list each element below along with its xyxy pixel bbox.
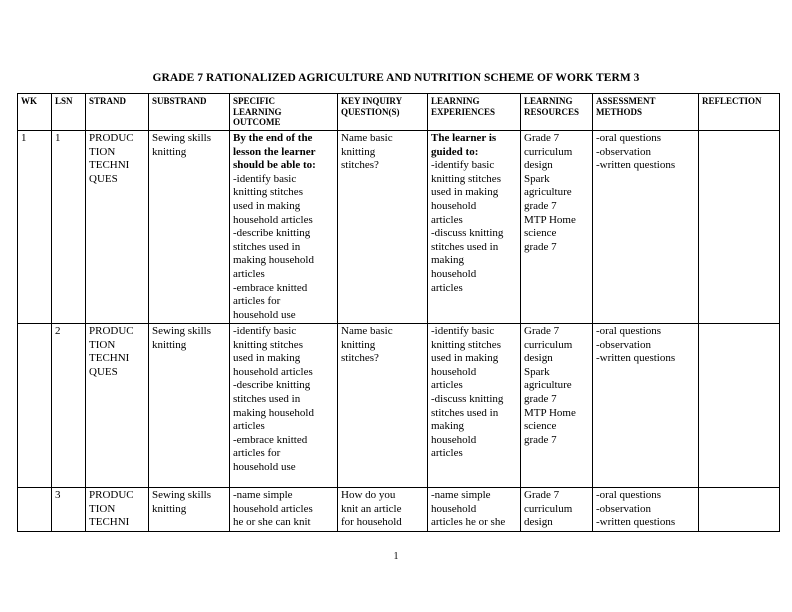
cell-text-line: knitting stitches (431, 172, 501, 185)
cell-text-line: -identify basic (233, 325, 297, 337)
wk-cell (18, 131, 52, 324)
cell-text-line: household (431, 433, 477, 446)
cell-text-line: -describe knitting (233, 227, 311, 240)
lsn-cell (52, 488, 86, 532)
cell-text-line: -identify basic (431, 159, 495, 172)
column-header-key-inquiry-questions (338, 94, 428, 131)
cell-text-line: household use (233, 460, 296, 473)
cell-text-line: -written questions (596, 352, 676, 365)
cell-text-line: stitches used in (431, 406, 499, 419)
inquiry-question-cell (338, 488, 428, 532)
cell-text-line: -written questions (596, 159, 676, 172)
header-text-line: METHODS (596, 106, 643, 117)
cell-text-line: Grade 7 (524, 325, 560, 337)
column-header-reflection (699, 94, 780, 131)
table-header-row (18, 94, 780, 131)
cell-text-line: -oral questions (596, 489, 662, 501)
column-header-wk (18, 94, 52, 131)
cell-text-line: -observation (596, 502, 651, 515)
cell-text-line: -discuss knitting (431, 392, 504, 405)
cell-text-line: design (524, 159, 553, 172)
cell-text-line: articles for (233, 295, 281, 308)
cell-text-line: -oral questions (596, 132, 662, 144)
cell-text-line: -observation (596, 145, 651, 158)
cell-text-line: used in making (431, 186, 499, 199)
cell-text-line: articles (431, 281, 463, 294)
column-header-specific-learning-outcome (230, 94, 338, 131)
cell-text-line: knitting (341, 338, 376, 351)
cell-text-line: stitches used in (431, 240, 499, 253)
cell-text-line: Grade 7 (524, 489, 560, 501)
header-text-line: WK (21, 96, 38, 106)
cell-text-line: 3 (55, 489, 61, 501)
learning-experiences-cell (428, 131, 521, 324)
cell-text-line: household use (233, 308, 296, 321)
cell-text-line: articles (431, 379, 463, 392)
cell-text-line: -discuss knitting (431, 227, 504, 240)
cell-text-line: stitches? (341, 159, 379, 172)
cell-text-line: household articles (233, 502, 313, 515)
cell-text-line: Spark (524, 172, 550, 185)
cell-text-line: making household (233, 254, 314, 267)
cell-text-line: QUES (89, 172, 118, 185)
cell-text-line: making (431, 420, 464, 433)
strand-cell (86, 324, 149, 488)
cell-text-line: knit an article (341, 502, 402, 515)
header-text-line: KEY INQUIRY (341, 96, 403, 106)
cell-text-line: knitting stitches (233, 338, 303, 351)
document-title: GRADE 7 RATIONALIZED AGRICULTURE AND NUTRITION SCHEME OF WORK TERM 3 (152, 72, 640, 84)
column-header-learning-experiences (428, 94, 521, 131)
cell-text-line: 1 (55, 132, 61, 144)
assessment-methods-cell (593, 324, 699, 488)
cell-text-line: -describe knitting (233, 379, 311, 392)
assessment-methods-cell (593, 488, 699, 532)
cell-text-line: Name basic (341, 132, 393, 144)
page-number: 1 (393, 551, 399, 562)
cell-text-line: stitches used in (233, 240, 301, 253)
cell-text-line: TECHNI (89, 352, 130, 365)
cell-text-line: design (524, 516, 553, 529)
cell-text-line: knitting (152, 502, 187, 515)
cell-text-line: -identify basic (431, 325, 495, 337)
cell-text-line: Sewing skills (152, 489, 211, 501)
header-text-line: EXPERIENCES (431, 106, 496, 117)
cell-text-line: grade 7 (524, 199, 557, 212)
cell-text-line: Spark (524, 365, 550, 378)
cell-text-line: articles (431, 447, 463, 460)
cell-text-line: agriculture (524, 186, 572, 199)
cell-text-line: knitting (152, 338, 187, 351)
header-text-line: RESOURCES (524, 106, 580, 117)
cell-text-line: TION (89, 145, 116, 158)
learning-experiences-cell (428, 324, 521, 488)
wk-cell (18, 324, 52, 488)
reflection-cell (699, 324, 780, 488)
lsn-cell (52, 324, 86, 488)
cell-text-line: household (431, 199, 477, 212)
cell-text-line: The learner is (431, 132, 497, 144)
header-text-line: STRAND (89, 96, 127, 106)
cell-text-line: knitting (341, 145, 376, 158)
cell-text-line: agriculture (524, 379, 572, 392)
cell-text-line: Sewing skills (152, 132, 211, 144)
cell-text-line: -written questions (596, 516, 676, 529)
substrand-cell (149, 324, 230, 488)
learning-resources-cell (521, 131, 593, 324)
cell-text-line: household (431, 502, 477, 515)
header-text-line: LEARNING (233, 106, 282, 117)
cell-text-line: for household (341, 516, 402, 529)
cell-text-line: Grade 7 (524, 132, 560, 144)
assessment-methods-cell (593, 131, 699, 324)
cell-text-line: stitches? (341, 352, 379, 365)
cell-text-line: household (431, 267, 477, 280)
cell-text-line: 1 (21, 132, 27, 144)
cell-text-line: TION (89, 502, 116, 515)
cell-text-line: used in making (431, 352, 499, 365)
inquiry-question-cell (338, 324, 428, 488)
column-header-strand (86, 94, 149, 131)
learning-outcome-cell (230, 488, 338, 532)
header-text-line: OUTCOME (233, 117, 281, 127)
cell-text-line: grade 7 (524, 433, 557, 446)
cell-text-line: stitches used in (233, 392, 301, 405)
wk-cell (18, 488, 52, 532)
cell-text-line: -embrace knitted (233, 281, 308, 294)
cell-text-line: How do you (341, 489, 396, 501)
reflection-cell (699, 131, 780, 324)
cell-text-line: should be able to: (233, 159, 316, 172)
cell-text-line: knitting stitches (233, 186, 303, 199)
cell-text-line: curriculum (524, 502, 573, 515)
column-header-learning-resources (521, 94, 593, 131)
column-header-lsn (52, 94, 86, 131)
header-text-line: SUBSTRAND (152, 96, 207, 106)
cell-text-line: knitting stitches (431, 338, 501, 351)
cell-text-line: -embrace knitted (233, 433, 308, 446)
cell-text-line: grade 7 (524, 392, 557, 405)
cell-text-line: lesson the learner (233, 145, 316, 158)
cell-text-line: PRODUC (89, 489, 134, 501)
header-text-line: SPECIFIC (233, 96, 276, 106)
cell-text-line: guided to: (431, 145, 479, 158)
cell-text-line: science (524, 420, 557, 433)
cell-text-line: articles for (233, 447, 281, 460)
cell-text-line: household articles (233, 213, 313, 226)
strand-cell (86, 488, 149, 532)
learning-outcome-cell (230, 131, 338, 324)
table-row (18, 131, 780, 324)
cell-text-line: -oral questions (596, 325, 662, 337)
cell-text-line: -name simple (233, 489, 293, 501)
cell-text-line: curriculum (524, 338, 573, 351)
cell-text-line: making (431, 254, 464, 267)
learning-experiences-cell (428, 488, 521, 532)
cell-text-line: -observation (596, 338, 651, 351)
cell-text-line: articles (233, 267, 265, 280)
cell-text-line: Name basic (341, 325, 393, 337)
cell-text-line: -identify basic (233, 172, 297, 185)
header-text-line: LEARNING (431, 96, 480, 106)
cell-text-line: used in making (233, 352, 301, 365)
learning-resources-cell (521, 488, 593, 532)
cell-text-line: grade 7 (524, 240, 557, 253)
cell-text-line: PRODUC (89, 325, 134, 337)
cell-text-line: household articles (233, 365, 313, 378)
learning-resources-cell (521, 324, 593, 488)
cell-text-line: articles he or she (431, 516, 506, 529)
table-row (18, 324, 780, 488)
header-text-line: LSN (55, 96, 73, 106)
cell-text-line: articles (233, 420, 265, 433)
cell-text-line: MTP Home (524, 406, 576, 419)
learning-outcome-cell (230, 324, 338, 488)
scheme-of-work-table (17, 93, 780, 532)
strand-cell (86, 131, 149, 324)
header-text-line: LEARNING (524, 96, 573, 106)
cell-text-line: MTP Home (524, 213, 576, 226)
cell-text-line: TECHNI (89, 516, 130, 529)
cell-text-line: science (524, 227, 557, 240)
cell-text-line: 2 (55, 325, 61, 337)
header-text-line: ASSESSMENT (596, 96, 656, 106)
cell-text-line: -name simple (431, 489, 491, 501)
inquiry-question-cell (338, 131, 428, 324)
header-text-line: QUESTION(S) (341, 106, 400, 117)
header-text-line: REFLECTION (702, 96, 762, 106)
substrand-cell (149, 488, 230, 532)
cell-text-line: knitting (152, 145, 187, 158)
cell-text-line: TION (89, 338, 116, 351)
reflection-cell (699, 488, 780, 532)
cell-text-line: making household (233, 406, 314, 419)
cell-text-line: QUES (89, 365, 118, 378)
column-header-substrand (149, 94, 230, 131)
lsn-cell (52, 131, 86, 324)
table-row (18, 488, 780, 532)
cell-text-line: PRODUC (89, 132, 134, 144)
cell-text-line: TECHNI (89, 159, 130, 172)
column-header-assessment-methods (593, 94, 699, 131)
cell-text-line: By the end of the (233, 132, 313, 144)
cell-text-line: used in making (233, 199, 301, 212)
cell-text-line: he or she can knit (233, 516, 311, 529)
cell-text-line: design (524, 352, 553, 365)
substrand-cell (149, 131, 230, 324)
cell-text-line: household (431, 365, 477, 378)
cell-text-line: Sewing skills (152, 325, 211, 337)
cell-text-line: articles (431, 213, 463, 226)
cell-text-line: curriculum (524, 145, 573, 158)
